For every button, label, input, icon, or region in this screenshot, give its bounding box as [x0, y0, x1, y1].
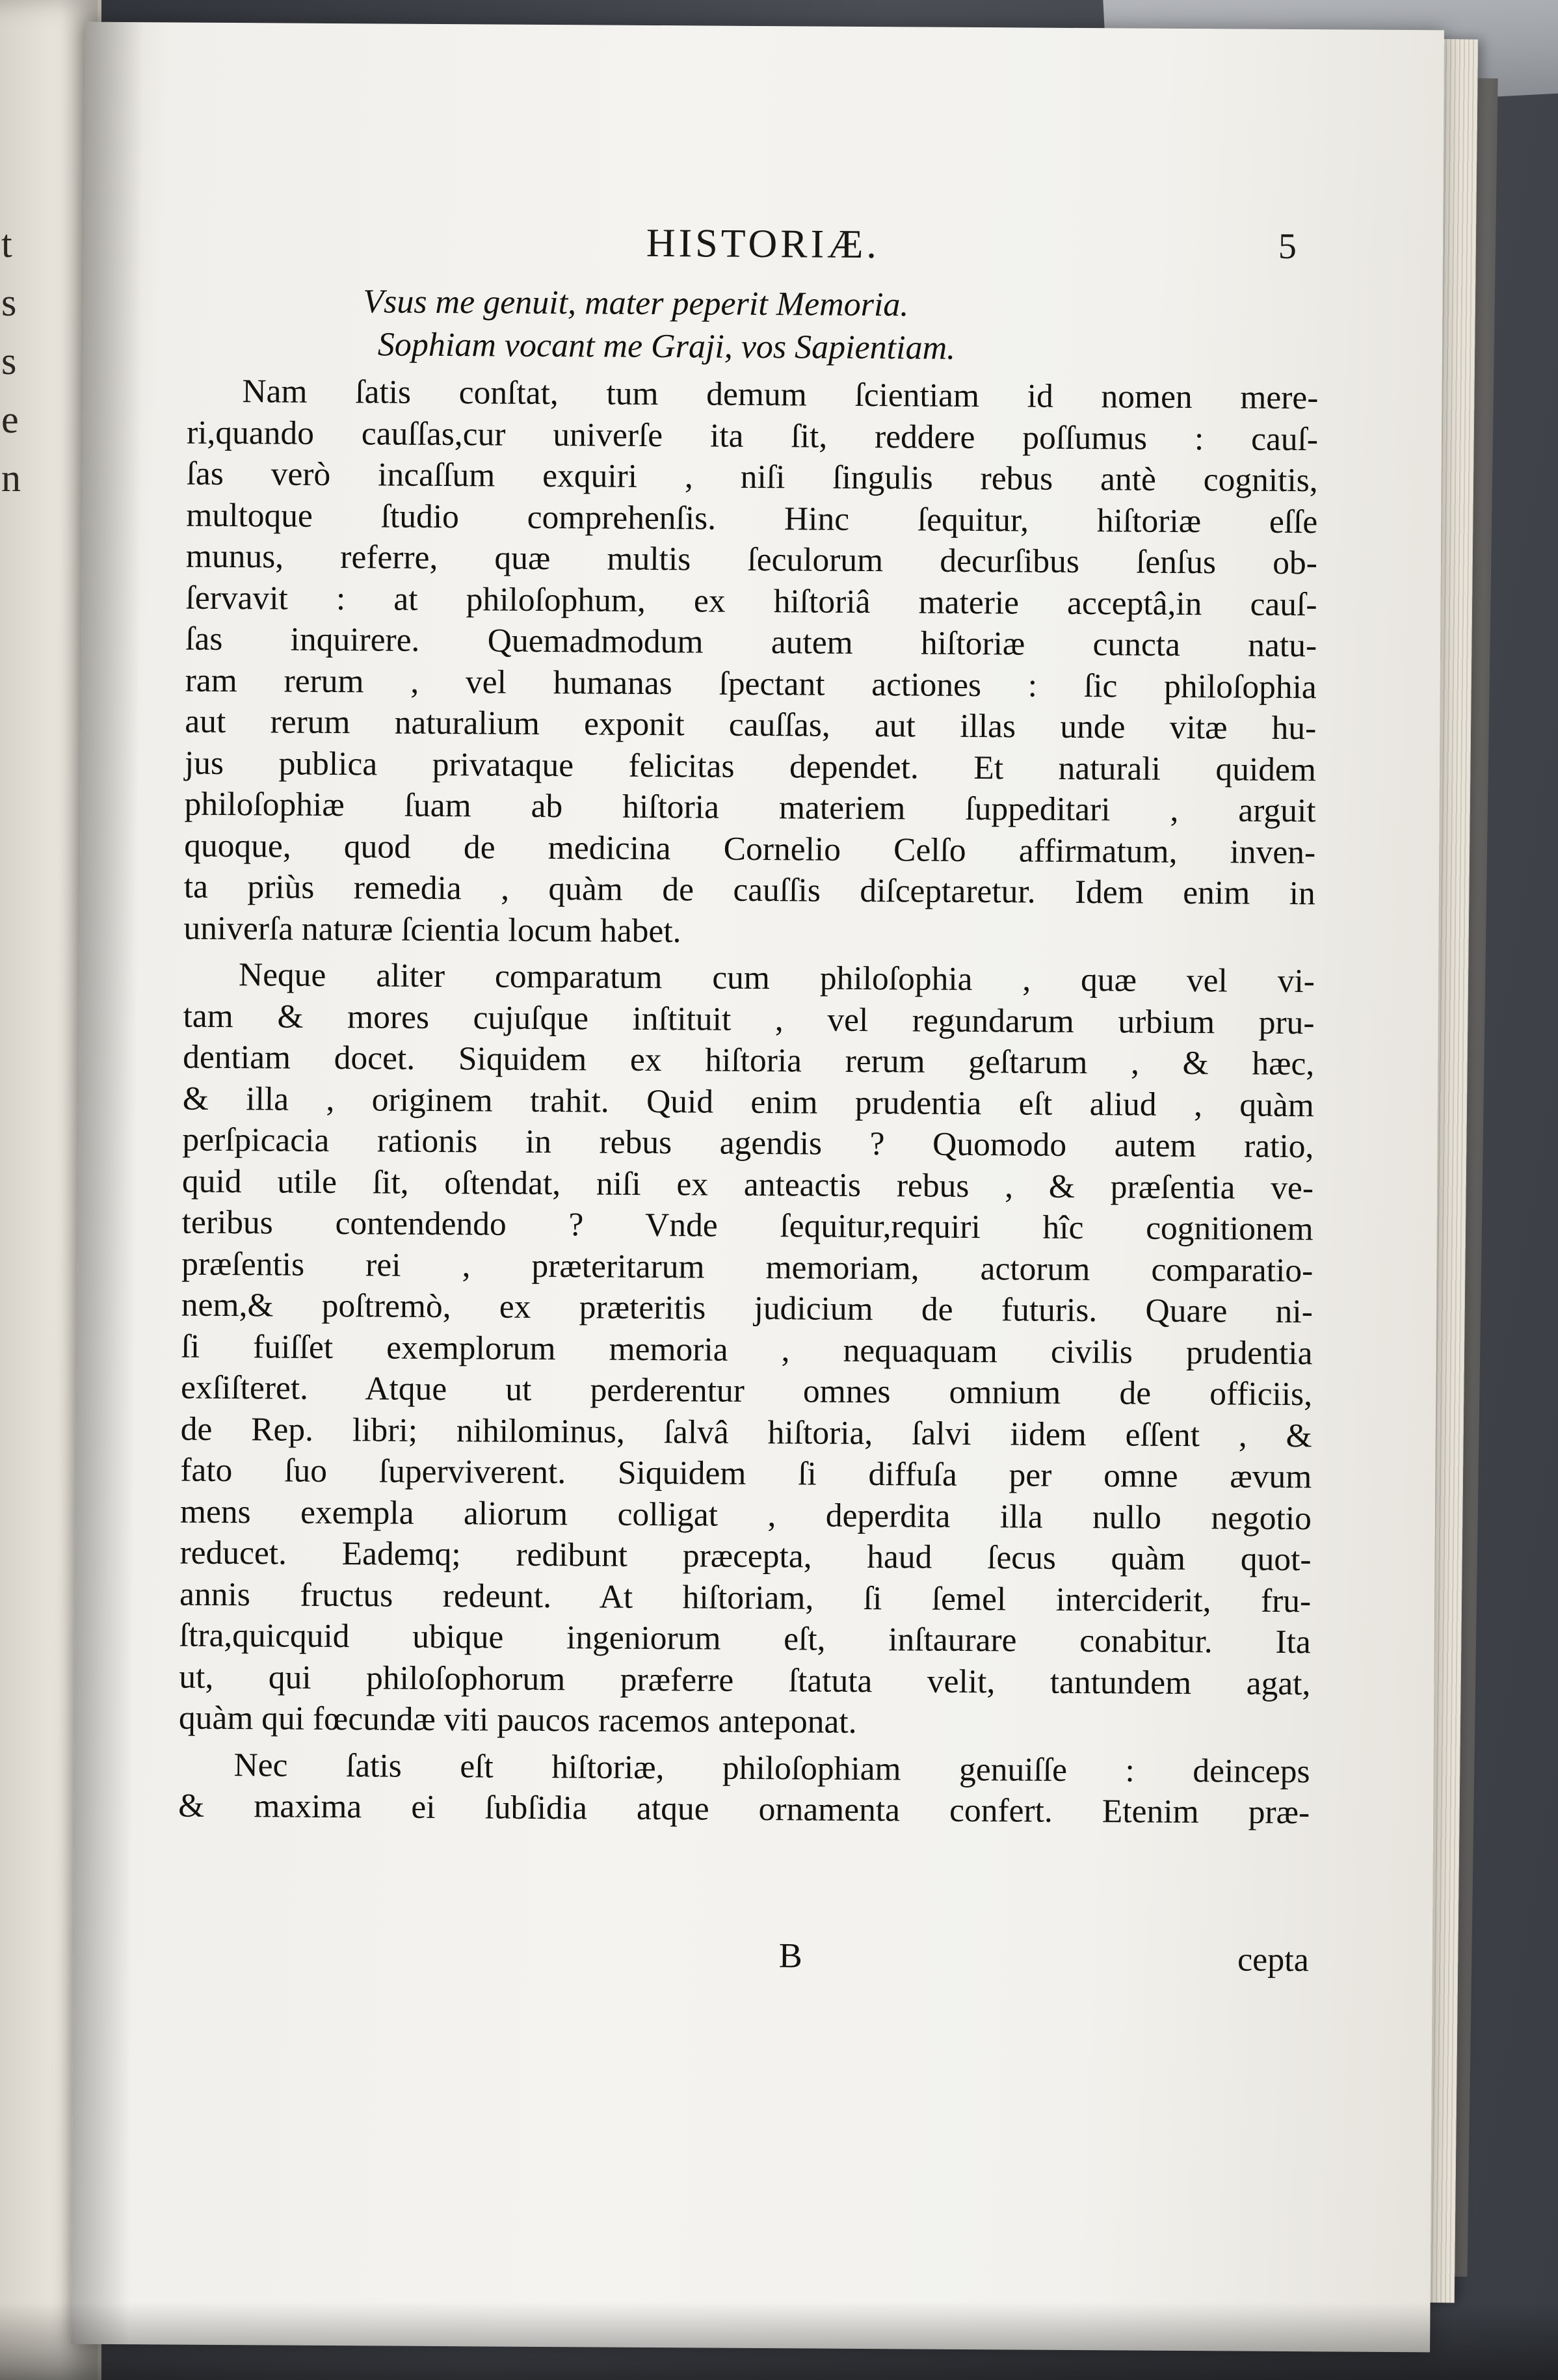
text-line: & illa , originem trahit. Quid enim prudentia eſt aliud , quàm	[182, 1080, 1314, 1124]
text-line: ſtra,quicquid ubique ingeniorum eſt, inſtaurare conabitur. Ita	[179, 1616, 1311, 1661]
facing-page-letters: t s s e n	[1, 222, 21, 500]
running-title: HISTORIÆ.	[646, 221, 880, 267]
text-line: dentiam docet. Siquidem ex hiſtoria rerum geſtarum , & hæc,	[183, 1038, 1315, 1083]
text-line: quid utile ſit, oſtendat, niſi ex anteactis rebus , & præſentia ve-	[181, 1162, 1314, 1207]
running-head	[243, 218, 1297, 283]
bottom-shadow	[0, 2302, 1558, 2380]
text-line: ri,quando cauſſas,cur univerſe ita ſit, reddere poſſumus : cauſ-	[186, 414, 1319, 458]
page-number: 5	[1278, 226, 1297, 267]
paragraph	[179, 954, 1315, 1746]
text-line: tam & mores cujuſque inſtituit , vel regundarum urbium pru-	[183, 997, 1315, 1041]
text-line: univerſa naturæ ſcientia locum habet.	[183, 909, 681, 950]
epigraph-line: Sophiam vocant me Graji, vos Sapientiam.	[377, 326, 956, 367]
text-line: multoque ſtudio comprehenſis. Hinc ſequitur, hiſtoriæ eſſe	[186, 496, 1318, 541]
page-footer	[178, 1932, 1309, 1991]
text-line: mens exempla aliorum colligat , deperdita illa nullo negotio	[179, 1493, 1312, 1537]
text-line: perſpicacia rationis in rebus agendis ? Quomodo autem ratio,	[182, 1121, 1314, 1166]
body-text	[178, 371, 1319, 1839]
text-line: ſi fuiſſet exemplorum memoria , nequaquam civilis prudentia	[181, 1328, 1313, 1372]
text-line: ſas inquirere. Quemadmodum autem hiſtoriæ cuncta natu-	[185, 620, 1317, 665]
text-line: de Rep. libri; nihilominus, ſalvâ hiſtoria, ſalvi iidem eſſent , &	[180, 1410, 1312, 1454]
text-line: nem,& poſtremò, ex præteritis judicium de futuris. Quare ni-	[181, 1286, 1314, 1331]
text-line: Nec ſatis eſt hiſtoriæ, philoſophiam genuiſſe : deinceps	[233, 1746, 1310, 1790]
text-line: philoſophiæ ſuam ab hiſtoria materiem ſuppeditari , arguit	[184, 785, 1316, 830]
book-page	[71, 22, 1444, 2353]
paragraph	[178, 1744, 1310, 1834]
text-line: exſiſteret. Atque ut perderentur omnes omnium de officiis,	[180, 1369, 1313, 1413]
text-line: aut rerum naturalium exponit cauſſas, aut illas unde vitæ hu-	[185, 702, 1317, 747]
epigraph-line: Vsus me genuit, mater peperit Memoria.	[363, 283, 909, 324]
text-line: ta priùs remedia , quàm de cauſſis diſceptaretur. Idem enim in	[183, 868, 1315, 913]
text-line: jus publica privataque felicitas dependet. Et naturali quidem	[184, 744, 1317, 788]
text-line: reducet. Eademq; redibunt præcepta, haud ſecus quàm quot-	[179, 1534, 1312, 1579]
text-line: Nam ſatis conſtat, tum demum ſcientiam id nomen mere-	[242, 373, 1319, 417]
text-line: quoque, quod de medicina Cornelio Celſo affirmatum, inven-	[184, 827, 1316, 871]
text-line: fato ſuo ſuperviverent. Siquidem ſi diffuſa per omne ævum	[180, 1451, 1312, 1496]
signature-mark: B	[778, 1936, 802, 1975]
text-line: ut, qui philoſophorum præferre ſtatuta velit, tantundem agat,	[179, 1658, 1311, 1702]
catchword: cepta	[1237, 1941, 1309, 1979]
text-line: ſervavit : at philoſophum, ex hiſtoriâ materie acceptâ,in cauſ-	[185, 579, 1317, 623]
text-line: & maxima ei ſubſidia atque ornamenta confert. Etenim præ-	[178, 1787, 1310, 1832]
text-line: teribus contendendo ? Vnde ſequitur,requiri hîc cognitionem	[181, 1203, 1314, 1248]
epigraph	[243, 280, 1297, 372]
paragraph	[183, 371, 1318, 956]
text-line: annis fructus redeunt. At hiſtoriam, ſi ſemel interciderit, fru-	[179, 1575, 1312, 1620]
text-line: ſas verò incaſſum exquiri , niſi ſingulis rebus antè cognitis,	[186, 455, 1318, 500]
text-line: Neque aliter comparatum cum philoſophia , quæ vel vi-	[238, 956, 1315, 1000]
text-line: præſentis rei , præteritarum memoriam, actorum comparatio-	[181, 1245, 1314, 1289]
text-line: munus, referre, quæ multis ſeculorum decurſibus ſenſus ob-	[185, 537, 1318, 582]
text-line: quàm qui fœcundæ viti paucos racemos anteponat.	[178, 1699, 857, 1741]
text-line: ram rerum , vel humanas ſpectant actiones : ſic philoſophia	[185, 662, 1317, 706]
